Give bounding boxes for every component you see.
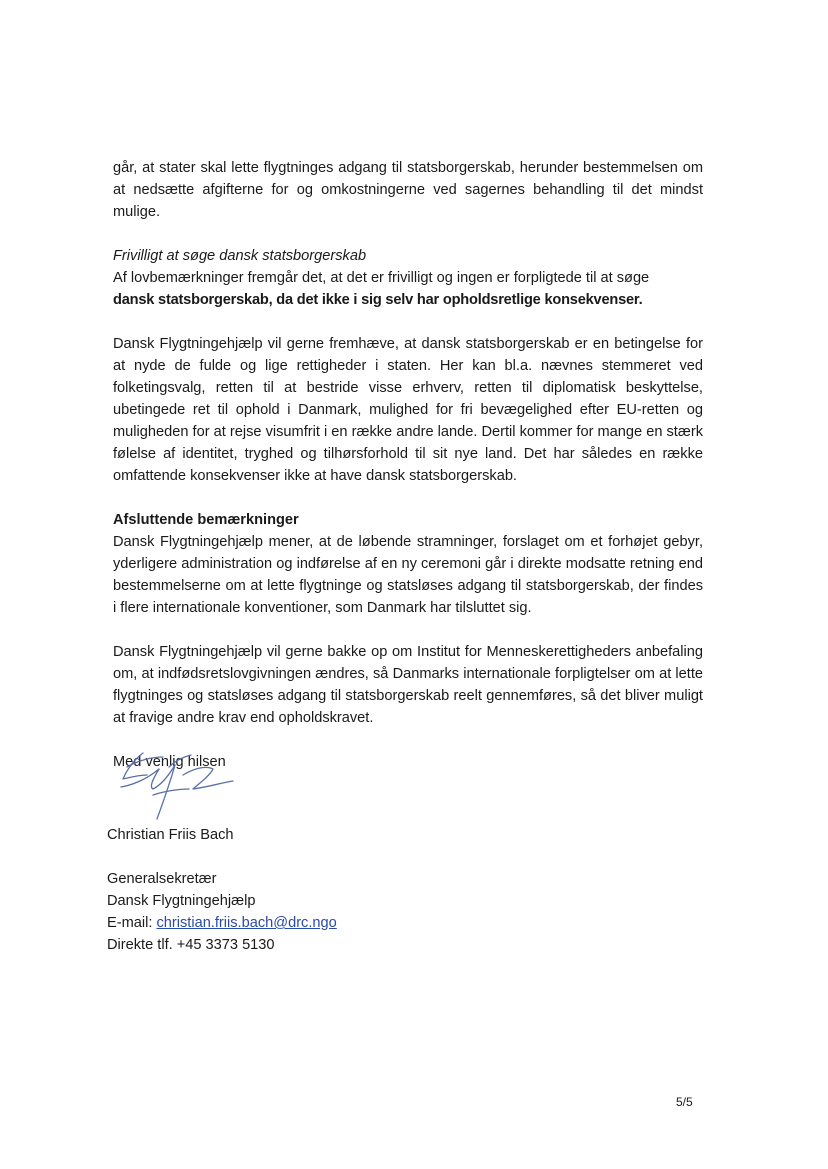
heading-afsluttende: Afsluttende bemærkninger <box>113 512 299 528</box>
subheading-frivilligt: Frivilligt at søge dansk statsborgerskab <box>113 248 367 264</box>
paragraph-stramninger: Dansk Flygtningehjælp mener, at de løbende stramninger, forslaget om et forhøjet gebyr, yderligere administration og indførelse af en ny ceremoni går i direkte modsatte retning end bestemmelserne om at lette flygtninge og statsløses adgang til statsborgerskab, der findes i flere internationale konventioner, som Danmark har tilsluttet sig. <box>113 534 703 616</box>
letter-body <box>113 157 703 773</box>
handwritten-signature <box>113 745 238 825</box>
signer-organization: Dansk Flygtningehjælp <box>107 893 256 909</box>
paragraph-anbefaling: Dansk Flygtningehjælp vil gerne bakke op om Institut for Menneskerettigheders anbefaling om, at indfødsretslovgivningen ændres, så Danmarks internationale forpligtelser om at lette flygtninges og statsløses adgang til statsborgerskab reelt gennemføres, så det bliver muligt at fravige andre krav end opholdskravet. <box>113 644 703 726</box>
email-link[interactable]: christian.friis.bach@drc.ngo <box>156 915 337 931</box>
paragraph-statsborgerskab-adgang: går, at stater skal lette flygtninges adgang til statsborgerskab, herunder bestemmelsen om at nedsætte afgifterne for og omkostningerne ved sagernes behandling til det mindst mulige. <box>113 160 703 220</box>
paragraph-lovbemaerkninger-line1: Af lovbemærkninger fremgår det, at det er frivilligt og ingen er forpligtede til at søge <box>113 270 650 286</box>
email-label: E-mail: <box>107 915 153 931</box>
phone-line: Direkte tlf. +45 3373 5130 <box>107 937 275 953</box>
paragraph-lovbemaerkninger-line2: dansk statsborgerskab, da det ikke i sig selv har opholdsretlige konsekvenser. <box>113 292 643 308</box>
email-line <box>107 912 337 934</box>
signature-block <box>107 824 337 956</box>
signer-name: Christian Friis Bach <box>107 827 234 843</box>
page-number: 5/5 <box>676 1095 693 1109</box>
paragraph-rettigheder: Dansk Flygtningehjælp vil gerne fremhæve, at dansk statsborgerskab er en betingelse for at nyde de fulde og lige rettigheder i staten. Her kan bl.a. nævnes stemmeret ved folketingsvalg, retten til at bestride visse erhverv, retten til diplomatisk beskyttelse, ubetingede ret til ophold i Danmark, mulighed for fri bevægelighed efter EU-retten og muligheden for at rejse visumfrit i en række andre lande. Dertil kommer for mange en stærk følelse af identitet, tryghed og tilhørsforhold til sit nye land. Det har således en række omfattende konsekvenser ikke at have dansk statsborgerskab. <box>113 336 703 484</box>
signer-title: Generalsekretær <box>107 871 217 887</box>
closing-greeting: Med venlig hilsen <box>113 754 226 770</box>
